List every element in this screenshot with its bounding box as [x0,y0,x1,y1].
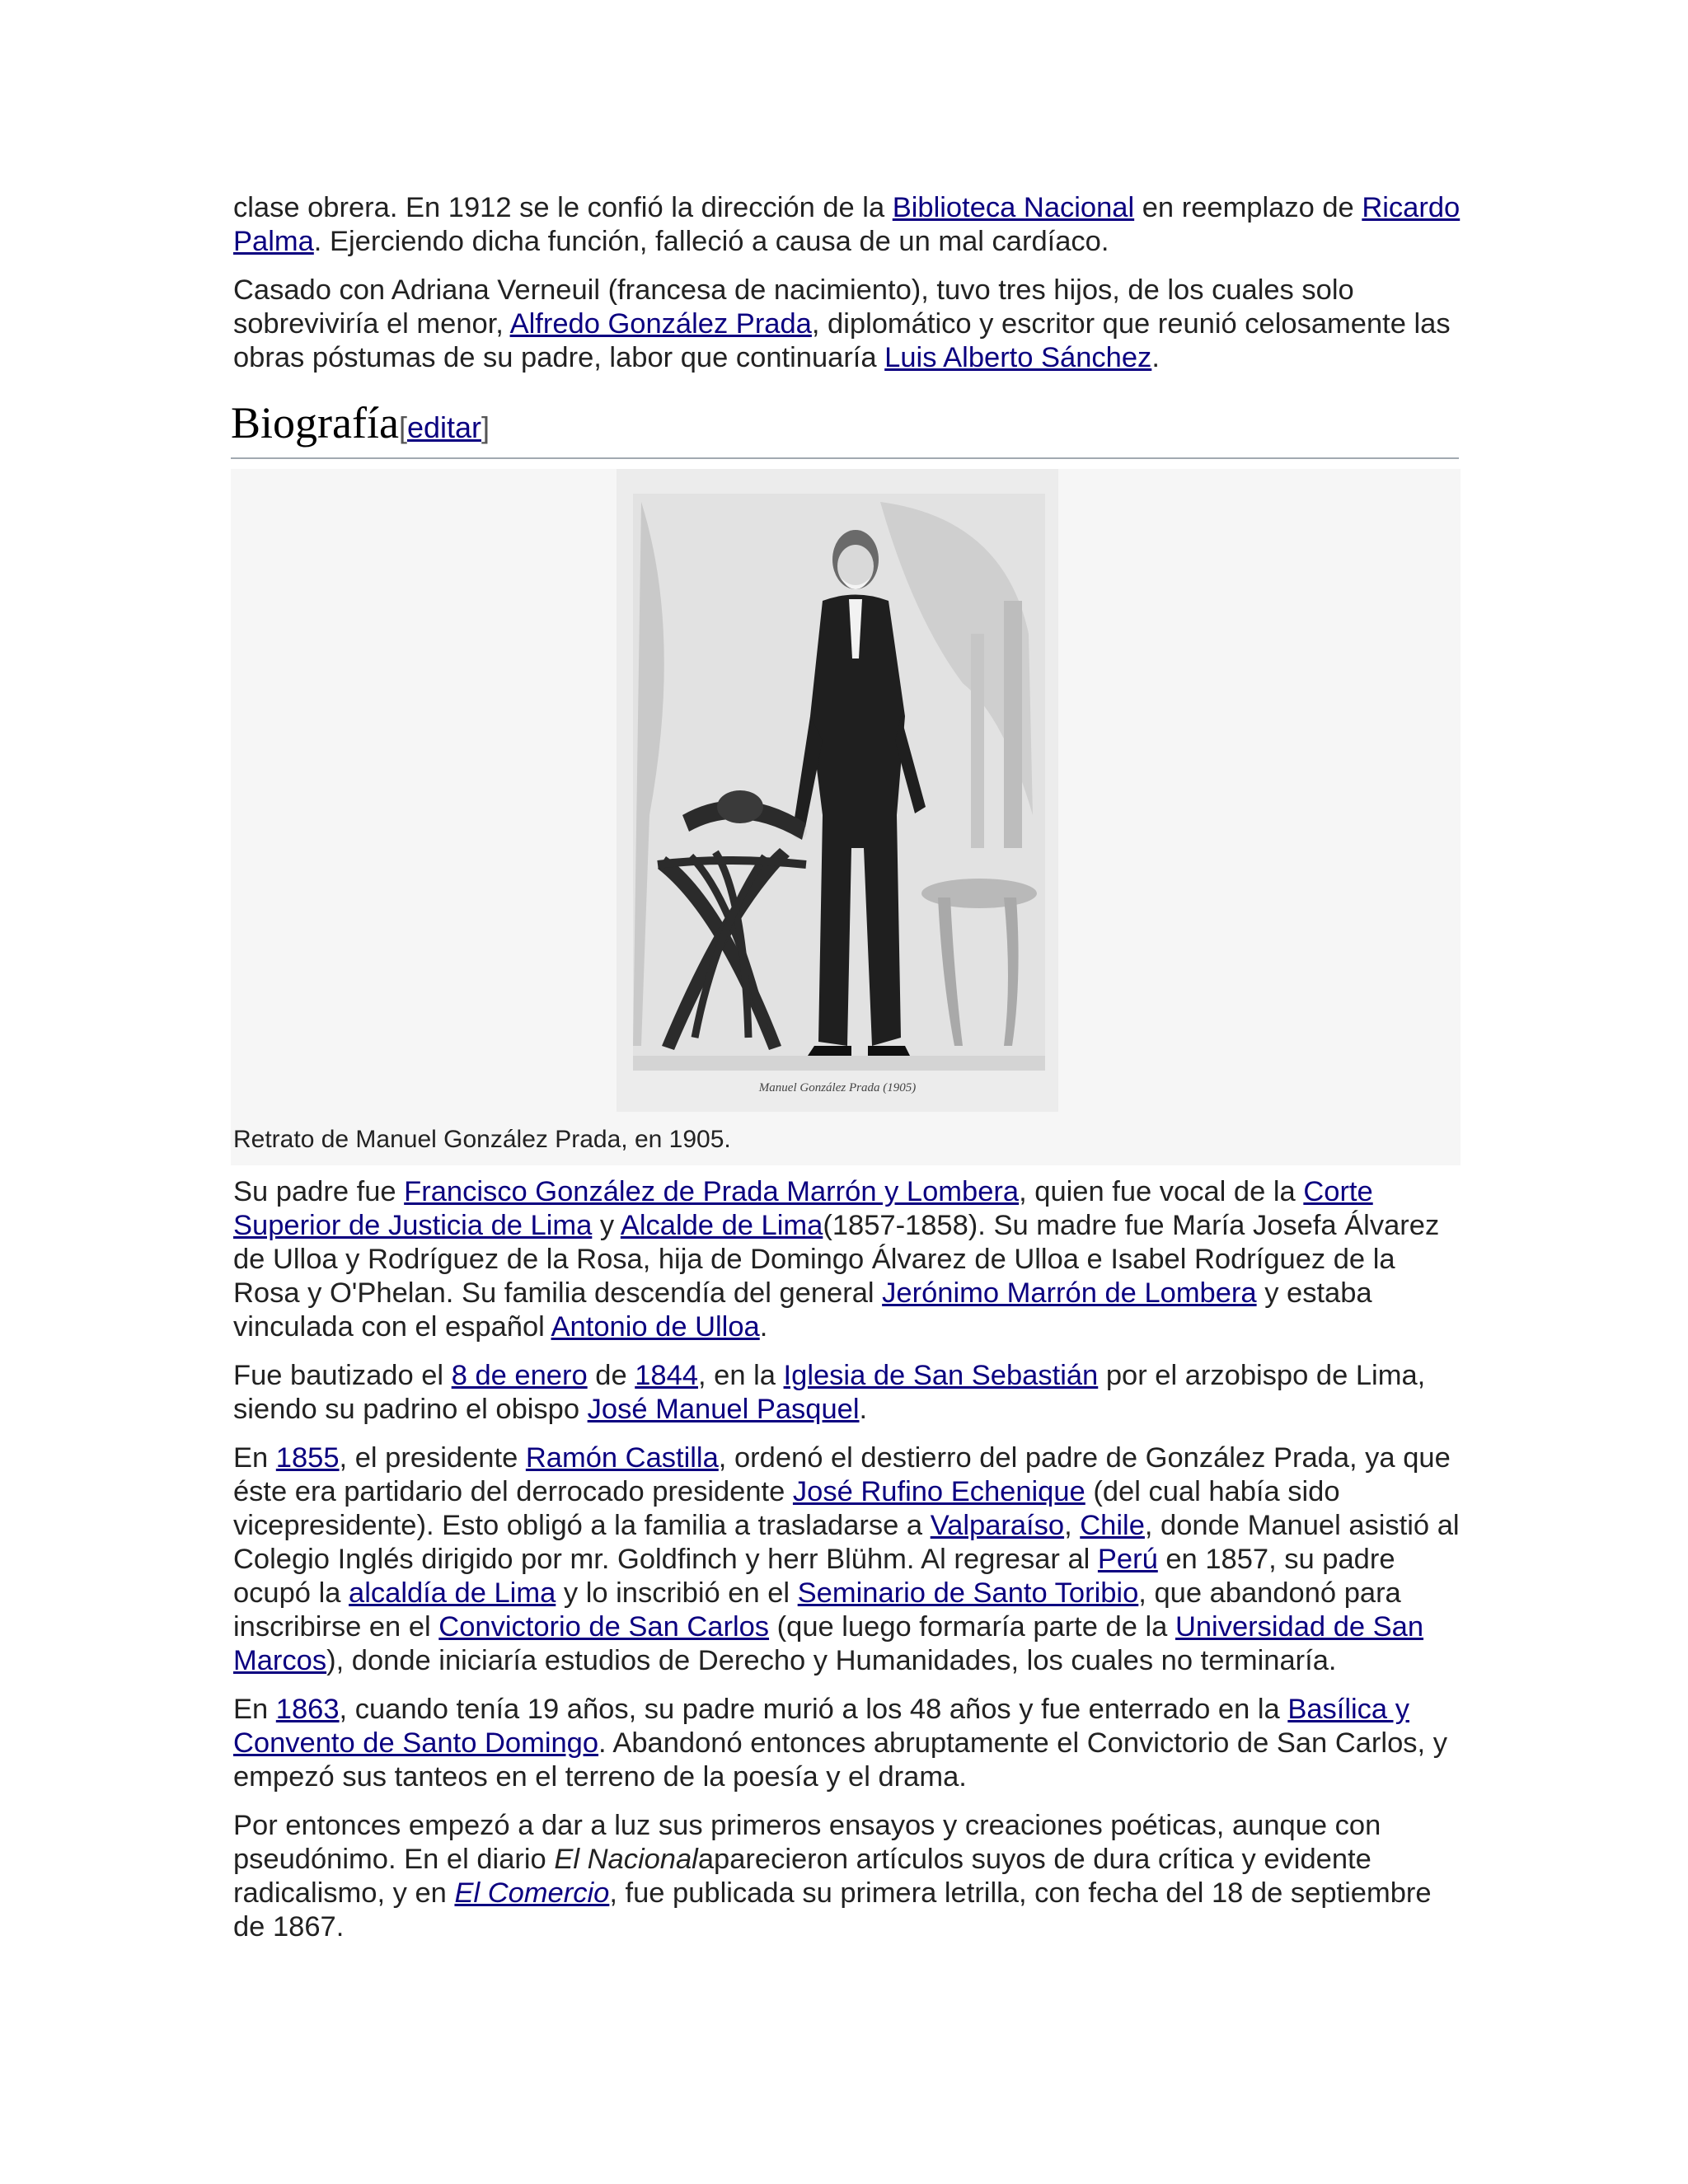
newspaper-title: El Nacional [554,1844,698,1875]
text: , ordenó el destierro del padre de González Prada, ya que éste era partidario del derrocado presidente [233,1442,1451,1507]
link-ramon-castilla[interactable]: Ramón Castilla [525,1442,719,1474]
photo-inscription: Manuel González Prada (1905) [758,1081,917,1094]
figure-portrait [231,469,1461,1165]
text: , quien fue vocal de la [1019,1176,1304,1207]
link-universidad-san-marcos[interactable]: Universidad de San Marcos [233,1611,1424,1676]
text: , que abandonó para inscribirse en el [233,1577,1401,1643]
bracket: [ [398,410,407,444]
text: y estaba vinculada con el español [233,1277,1372,1343]
text: clase obrera. En 1912 se le confió la dirección de la [233,192,893,223]
paragraph-bio-1 [233,1175,1461,1344]
text: por el arzobispo de Lima, siendo su padrino el obispo [233,1360,1426,1425]
link-corte-superior[interactable]: Corte Superior de Justicia de Lima [233,1176,1373,1241]
paragraph-bio-2 [233,1359,1461,1427]
link-francisco-gonzalez[interactable]: Francisco González de Prada Marrón y Lombera [404,1176,1020,1207]
text: , el presidente [339,1442,526,1474]
link-8-de-enero[interactable]: 8 de enero [451,1360,588,1391]
text: . [859,1394,868,1425]
link-alfredo-gonzalez-prada[interactable]: Alfredo González Prada [509,308,812,340]
link-alcalde-de-lima[interactable]: Alcalde de Lima [620,1210,823,1241]
text: , diplomático y escritor que reunió celosamente las obras póstumas de su padre, labor que continuaría [233,308,1451,373]
text: En [233,1442,276,1474]
text: en 1857, su padre ocupó la [233,1544,1395,1609]
link-ricardo-palma[interactable]: Ricardo Palma [233,192,1461,257]
link-jose-manuel-pasquel[interactable]: José Manuel Pasquel [587,1394,860,1425]
text: En [233,1694,276,1725]
link-seminario-santo-toribio[interactable]: Seminario de Santo Toribio [797,1577,1139,1609]
text: de [587,1360,635,1391]
text: Por entonces empezó a dar a luz sus primeros ensayos y creaciones poéticas, aunque con pseudónimo. En el diario [233,1810,1381,1875]
paragraph-bio-3 [233,1441,1461,1678]
link-1844[interactable]: 1844 [635,1360,698,1391]
text: en reemplazo de [1134,192,1362,223]
link-jose-rufino-echenique[interactable]: José Rufino Echenique [792,1476,1085,1507]
paragraph-intro-1 [233,191,1461,259]
article-content [233,191,1461,1959]
link-chile[interactable]: Chile [1080,1510,1145,1541]
text: Casado con Adriana Verneuil (francesa de nacimiento), tuvo tres hijos, de los cuales solo sobreviviría el menor, [233,274,1354,340]
link-1863[interactable]: 1863 [275,1694,340,1725]
figure-caption: Retrato de Manuel González Prada, en 1905. [233,1126,731,1153]
text: Fue bautizado el [233,1360,452,1391]
text: , [1064,1510,1081,1541]
text: , cuando tenía 19 años, su padre murió a los 48 años y fue enterrado en la [339,1694,1288,1725]
text: Su padre fue [233,1176,405,1207]
text: , donde Manuel asistió al Colegio Inglés dirigido por mr. Goldfinch y herr Blühm. Al regresar al [233,1510,1460,1575]
text: (que luego formaría parte de la [769,1611,1175,1643]
text: (del cual había sido vicepresidente). Esto obligó a la familia a trasladarse a [233,1476,1340,1541]
paragraph-bio-4 [233,1693,1461,1794]
text: . Abandonó entonces abruptamente el Convictorio de San Carlos, y empezó sus tanteos en el terreno de la poesía y el drama. [233,1727,1447,1793]
text: y [592,1210,621,1241]
link-iglesia-san-sebastian[interactable]: Iglesia de San Sebastián [783,1360,1099,1391]
link-el-comercio-label: El Comercio [454,1877,610,1909]
text: . [759,1311,768,1343]
text: (1857-1858). Su madre fue María Josefa Álvarez de Ulloa y Rodríguez de la Rosa, hija de Domingo Álvarez de Ulloa e Isabel Rodríguez de la Rosa y O'Phelan. Su familia descendía del general [233,1210,1440,1309]
link-el-comercio[interactable] [454,1877,609,1909]
section-heading-biografia [231,398,1459,459]
edit-section [399,410,490,444]
bracket: ] [481,410,490,444]
link-alcaldia-de-lima[interactable]: alcaldía de Lima [349,1577,556,1609]
link-basilica-santo-domingo[interactable]: Basílica y Convento de Santo Domingo [233,1694,1409,1759]
link-1855[interactable]: 1855 [275,1442,340,1474]
text: , fue publicada su primera letrilla, con fecha del 18 de septiembre de 1867. [233,1877,1432,1943]
portrait-illustration [617,469,1058,1112]
paragraph-intro-2 [233,274,1461,375]
link-convictorio-san-carlos[interactable]: Convictorio de San Carlos [438,1611,770,1643]
text: . Ejerciendo dicha función, falleció a causa de un mal cardíaco. [313,226,1109,257]
link-biblioteca-nacional[interactable]: Biblioteca Nacional [892,192,1135,223]
paragraph-bio-5 [233,1809,1461,1944]
portrait-photo[interactable] [617,469,1058,1112]
section-title: Biografía [231,398,399,448]
text: . [1151,342,1160,373]
link-peru[interactable]: Perú [1097,1544,1158,1575]
text: aparecieron artículos suyos de dura crítica y evidente radicalismo, y en [233,1844,1372,1909]
link-valparaiso[interactable]: Valparaíso [930,1510,1065,1541]
link-jeronimo-marron[interactable]: Jerónimo Marrón de Lombera [882,1277,1257,1309]
text: y lo inscribió en el [556,1577,798,1609]
edit-link[interactable]: editar [406,410,482,444]
link-antonio-de-ulloa[interactable]: Antonio de Ulloa [551,1311,760,1343]
text: , en la [697,1360,784,1391]
text: ), donde iniciaría estudios de Derecho y Humanidades, los cuales no terminaría. [326,1645,1337,1676]
link-luis-alberto-sanchez[interactable]: Luis Alberto Sánchez [884,342,1152,373]
